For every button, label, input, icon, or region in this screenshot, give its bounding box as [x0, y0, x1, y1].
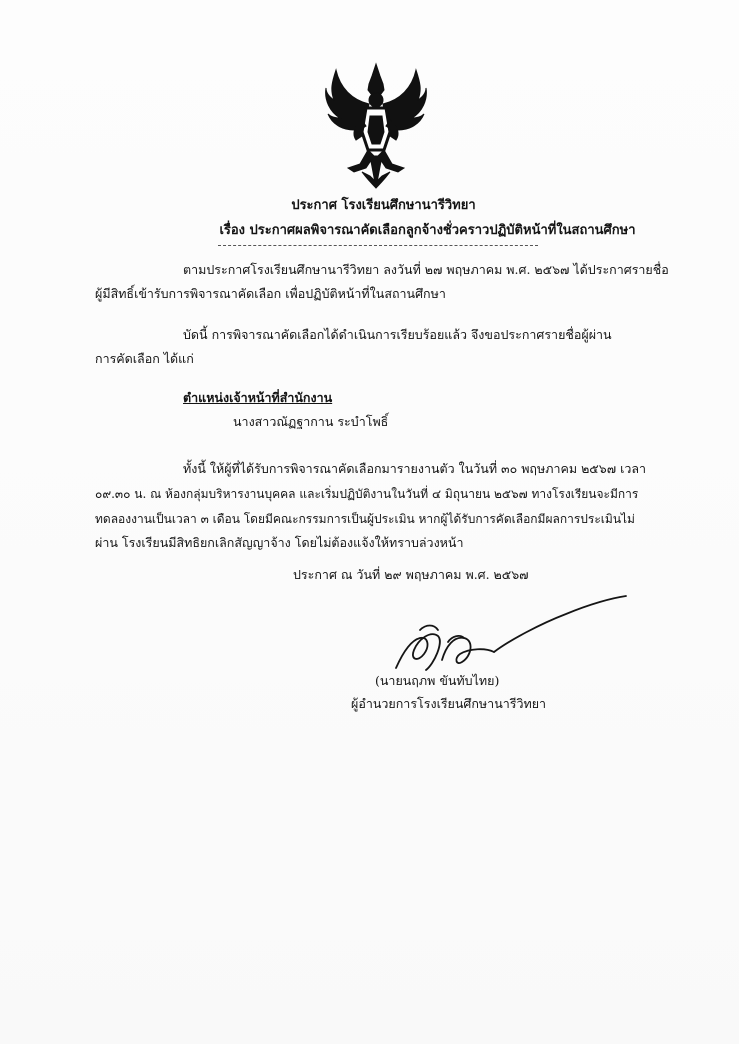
garuda-emblem-icon	[322, 60, 430, 190]
paragraph-2-line-1: บัดนี้ การพิจารณาคัดเลือกได้ดำเนินการเรียบร้อยแล้ว จึงขอประกาศรายชื่อผู้ผ่าน	[183, 327, 612, 342]
paragraph-2-line-2: การคัดเลือก ได้แก่	[95, 351, 194, 366]
position-heading: ตำแหน่งเจ้าหน้าที่สำนักงาน	[183, 390, 333, 405]
header-divider	[218, 245, 538, 246]
candidate-name: นางสาวณัฏฐากาน ระบำโพธิ์	[233, 414, 389, 429]
paragraph-1-line-2: ผู้มีสิทธิ์เข้ารับการพิจารณาคัดเลือก เพื่อปฏิบัติหน้าที่ในสถานศึกษา	[95, 286, 446, 301]
signatory-title: ผู้อำนวยการโรงเรียนศึกษานารีวิทยา	[351, 696, 547, 711]
handwritten-signature	[390, 590, 650, 680]
paragraph-3-line-1: ทั้งนี้ ให้ผู้ที่ได้รับการพิจารณาคัดเลือกมารายงานตัว ในวันที่ ๓๐ พฤษภาคม ๒๕๖๗ เวลา	[183, 461, 647, 476]
paragraph-3-line-3: ทดลองงานเป็นเวลา ๓ เดือน โดยมีคณะกรรมการเป็นผู้ประเมิน หากผู้ได้รับการคัดเลือกมีผลการประเมินไม่	[95, 512, 635, 526]
paragraph-1-line-1: ตามประกาศโรงเรียนศึกษานารีวิทยา ลงวันที่ ๒๗ พฤษภาคม พ.ศ. ๒๕๖๗ ได้ประกาศรายชื่อ	[183, 262, 669, 277]
announcement-subject: เรื่อง ประกาศผลพิจารณาคัดเลือกลูกจ้างชั่วคราวปฏิบัติหน้าที่ในสถานศึกษา	[219, 223, 636, 238]
paragraph-3-line-4: ผ่าน โรงเรียนมีสิทธิยกเลิกสัญญาจ้าง โดยไม่ต้องแจ้งให้ทราบล่วงหน้า	[95, 535, 464, 550]
signatory-name: (นายนฤภพ ขันทับไทย)	[375, 673, 500, 688]
paragraph-3-line-2: ๐๙.๓๐ น. ณ ห้องกลุ่มบริหารงานบุคคล และเริ่มปฏิบัติงานในวันที่ ๔ มิถุนายน ๒๕๖๗ ทางโรงเรียนจะมีการ	[95, 487, 639, 501]
announcement-date: ประกาศ ณ วันที่ ๒๙ พฤษภาคม พ.ศ. ๒๕๖๗	[293, 567, 529, 582]
announcement-title: ประกาศ โรงเรียนศึกษานารีวิทยา	[291, 198, 476, 213]
